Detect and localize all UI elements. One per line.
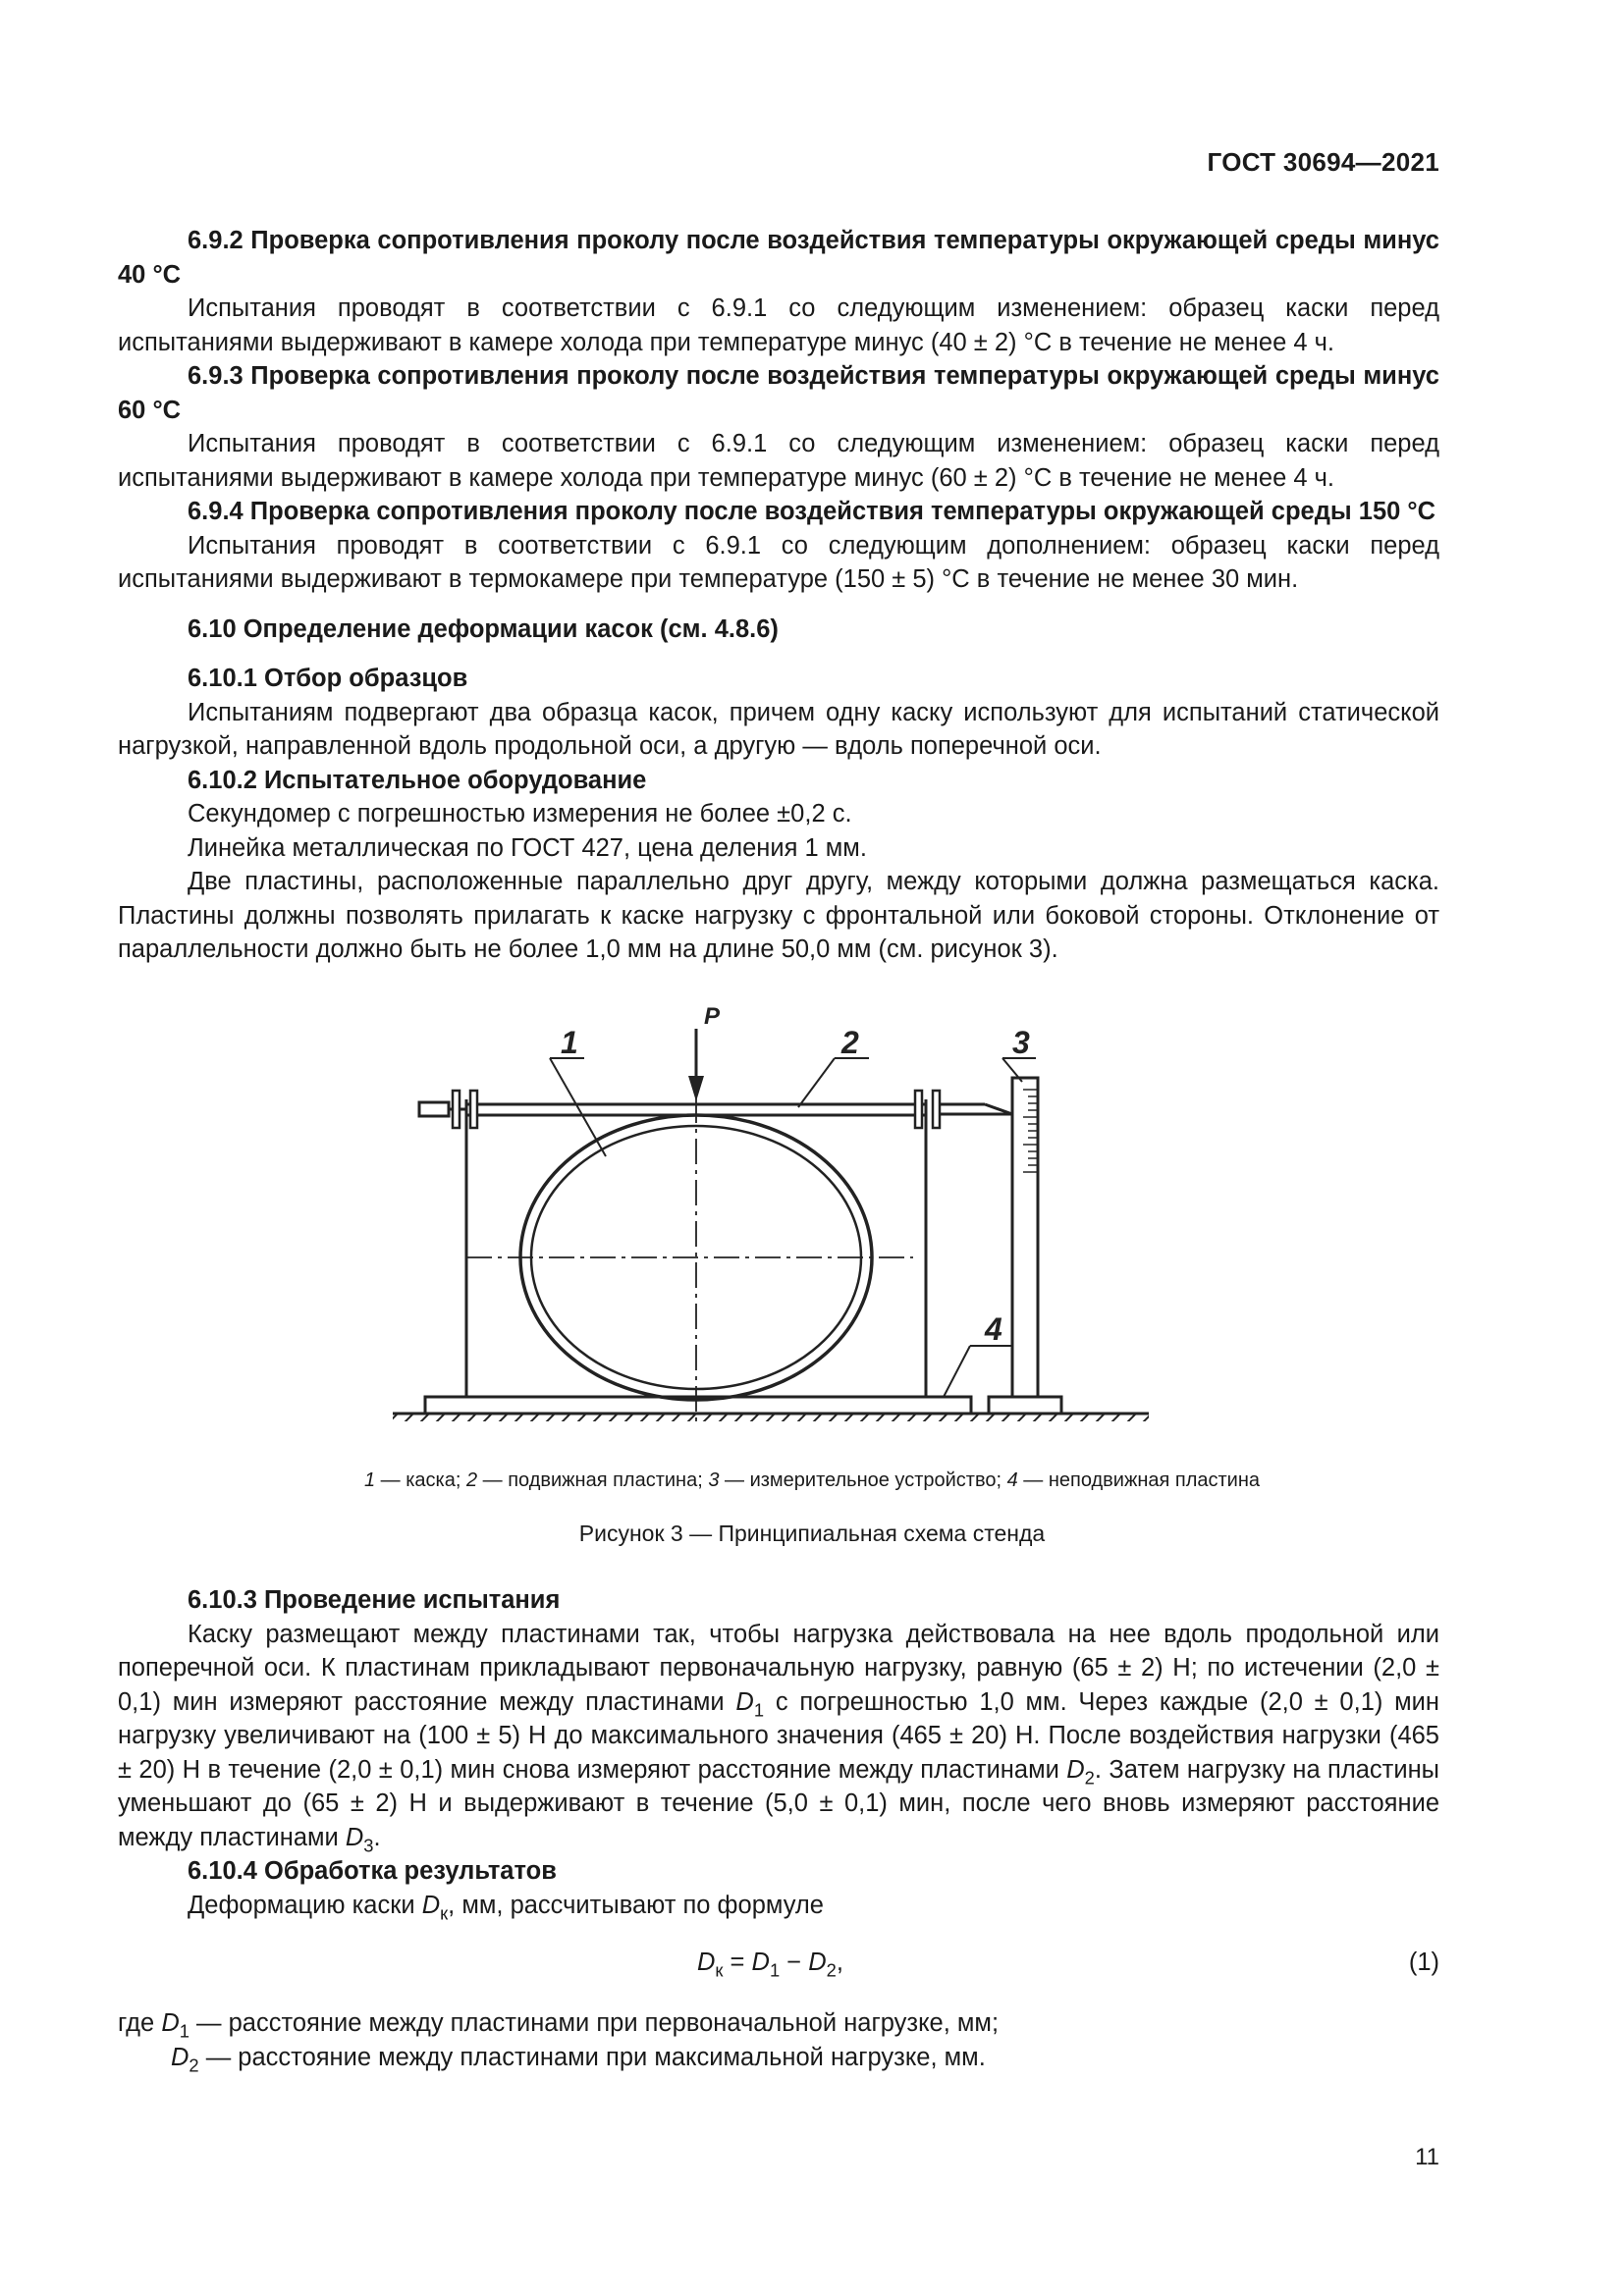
paragraph: Испытания проводят в соответствии с 6.9.1 со следующим изменением: образец каски перед испытаниями выдерживают в камере холода при температуре минус (60 ± 2) °С в течение не менее 4 ч.: [118, 430, 1439, 492]
measuring-base: [989, 1397, 1061, 1414]
leader-4: [944, 1346, 970, 1397]
paragraph: Две пластины, расположенные параллельно друг другу, между которыми должна размещаться каска. Пластины должны позволять прилагать к каске нагрузку с фронтальной или боковой стороны. Отклонение от параллельности должно быть не более 1,0 мм на длине 50,0 мм (см. рисунок 3).: [118, 868, 1439, 963]
clamp-right-nut: [915, 1091, 922, 1128]
heading-693: 6.9.3 Проверка сопротивления проколу после воздействия температуры окружающей среды минус 60 °С: [118, 362, 1439, 424]
leader-2: [798, 1058, 835, 1107]
figure-legend: [0, 1469, 1624, 1492]
formula-1: [118, 1936, 1439, 1991]
heading-694: 6.9.4 Проверка сопротивления проколу после воздействия температуры окружающей среды 150 °С: [188, 498, 1436, 525]
text-block-bottom: [118, 1583, 1439, 2074]
paragraph: Испытания проводят в соответствии с 6.9.1 со следующим дополнением: образец каски перед испытаниями выдерживают в термокамере при температуре (150 ± 5) °С в течение не менее 30 мин.: [118, 531, 1439, 593]
load-arrow-head: [688, 1076, 704, 1101]
page-number: 11: [1415, 2144, 1439, 2170]
figure-caption: Рисунок 3 — Принципиальная схема стенда: [578, 1521, 1046, 1546]
clamp-left-nut: [453, 1091, 460, 1128]
text-block-top: [118, 224, 1439, 967]
legend-text: — подвижная пластина;: [477, 1469, 709, 1491]
label-1: 1: [561, 1025, 578, 1060]
label-p: P: [704, 1003, 721, 1030]
label-2: 2: [841, 1025, 859, 1060]
legend-num: 1: [363, 1469, 376, 1491]
label-3: 3: [1012, 1025, 1030, 1060]
formula-expression: $D_к = D_1 - D_2$,: [697, 1949, 843, 1981]
heading-6103: 6.10.3 Проведение испытания: [188, 1586, 561, 1614]
paragraph: Испытания проводят в соответствии с 6.9.1 со следующим изменением: образец каски перед испытаниями выдерживают в камере холода при температуре минус (40 ± 2) °С в течение не менее 4 ч.: [118, 294, 1439, 356]
diagram-svg: [388, 999, 1154, 1421]
heading-610: 6.10 Определение деформации касок (см. 4.8.6): [188, 614, 779, 643]
legend-num: 3: [708, 1469, 720, 1491]
heading-6102: 6.10.2 Испытательное оборудование: [188, 766, 647, 794]
paragraph: Линейка металлическая по ГОСТ 427, цена деления 1 мм.: [188, 833, 867, 862]
paragraph: Испытаниям подвергают два образца касок, причем одну каску используют для испытаний статической нагрузкой, направленной вдоль продольной оси, а другую — вдоль поперечной оси.: [118, 698, 1439, 760]
clamp-left-end: [419, 1102, 449, 1116]
clamp-left-nut: [470, 1091, 477, 1128]
formula-number: (1): [1408, 1949, 1439, 1976]
clamp-right-nut: [933, 1091, 940, 1128]
measuring-scale: [1012, 1078, 1038, 1398]
legend-num: 4: [1006, 1469, 1018, 1491]
test-stand-diagram: [388, 999, 1154, 1421]
where-d2: $D_2$ — расстояние между пластинами при максимальной нагрузке, мм.: [171, 2043, 986, 2075]
legend-num: 2: [465, 1469, 478, 1491]
heading-692: 6.9.2 Проверка сопротивления проколу после воздействия температуры окружающей среды минус 40 °С: [118, 227, 1439, 289]
legend-text: — неподвижная пластина: [1017, 1469, 1261, 1491]
paragraph-6103: Каску размещают между пластинами так, чтобы нагрузка действовала на нее вдоль продольной или поперечной оси. К пластинам прикладывают первоначальную нагрузку, равную (65 ± 2) Н; по истечении (2,0 ± 0,1) мин измеряют расстояние между пластинами $D_1$ с погрешностью 1,0 мм. Через каждые (2,0 ± 0,1) мин нагрузку увеличивают на (100 ± 5) Н до максимального значения (465 ± 20) Н. После воздействия нагрузки (465 ± 20) Н в течение (2,0 ± 0,1) мин снова измеряют расстояние между пластинами $D_2$. Затем нагрузку на пластины уменьшают до (65 ± 2) Н и выдерживают в течение (5,0 ± 0,1) мин, после чего вновь измеряют расстояние между пластинами $D_3$.: [118, 1620, 1439, 1855]
paragraph: Секундомер с погрешностью измерения не более ±0,2 с.: [188, 800, 852, 828]
heading-6101: 6.10.1 Отбор образцов: [188, 665, 468, 692]
heading-6104: 6.10.4 Обработка результатов: [188, 1857, 557, 1885]
paragraph-6104: Деформацию каски $D_к$, мм, рассчитывают по формуле: [188, 1891, 824, 1923]
legend-text: — измерительное устройство;: [719, 1469, 1007, 1491]
document-id: ГОСТ 30694—2021: [1207, 147, 1439, 177]
label-4: 4: [985, 1311, 1002, 1347]
where-d1: где $D_1$ — расстояние между пластинами при первоначальной нагрузке, мм;: [118, 2009, 1000, 2042]
legend-text: — каска;: [375, 1469, 466, 1491]
